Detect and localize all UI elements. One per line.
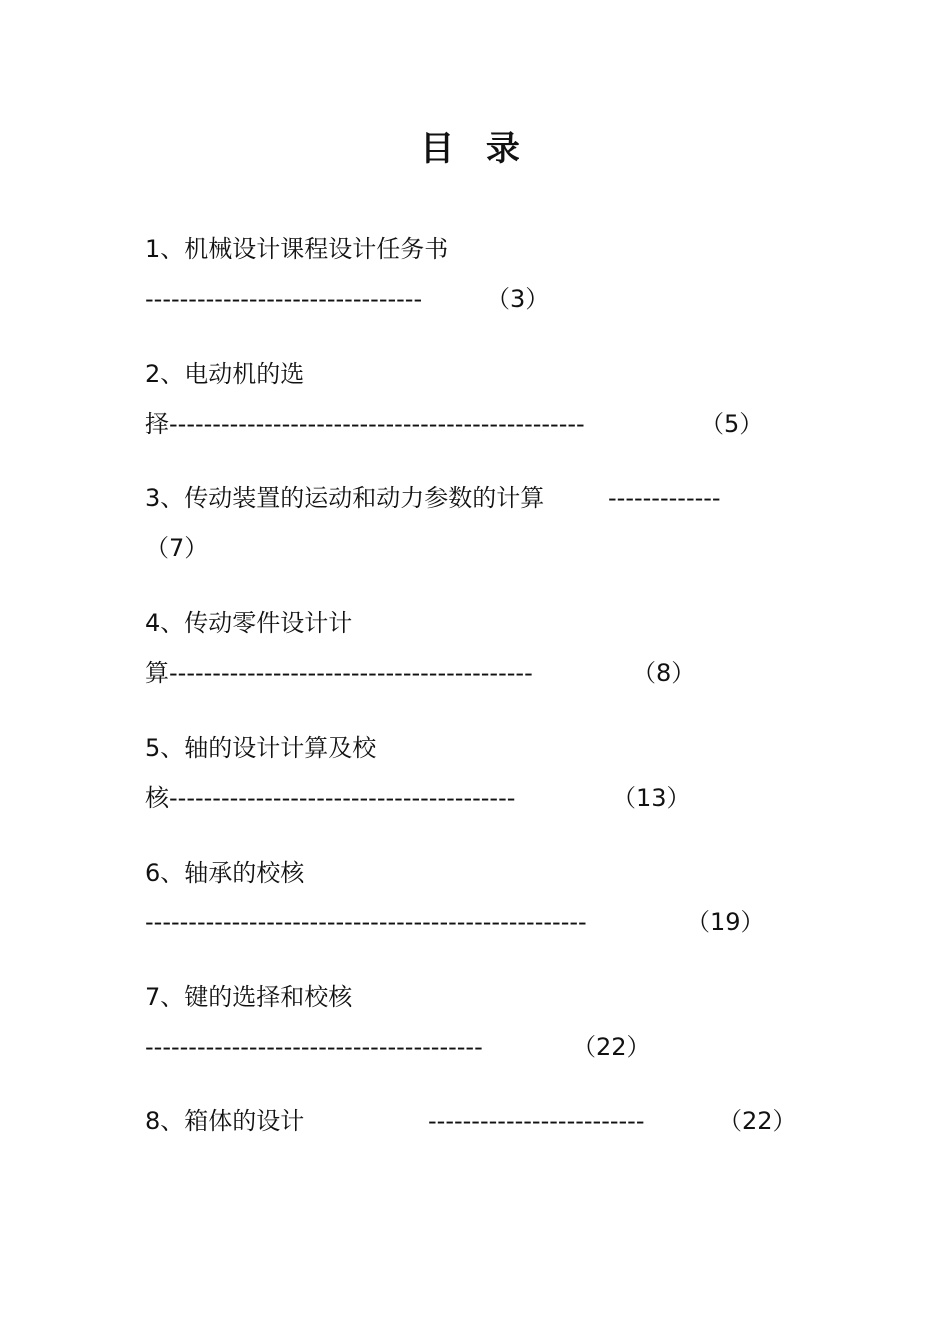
toc-entry-7-leader: --------------------------------------- bbox=[145, 1033, 483, 1061]
toc-entry-2-page: （5） bbox=[700, 410, 764, 438]
toc-entry-2-leader: 择------------------------------------------------ bbox=[145, 410, 585, 438]
toc-entry-1-page: （3） bbox=[486, 285, 550, 313]
toc-entry-6-leader: --------------------------------------------------- bbox=[145, 908, 587, 936]
toc-title: 目 录 bbox=[420, 129, 530, 169]
toc-entry-6-text: 6、轴承的校核 bbox=[145, 859, 305, 887]
toc-entry-5-page: （13） bbox=[612, 784, 691, 812]
toc-entry-8-leader: ------------------------- bbox=[428, 1107, 645, 1135]
toc-entry-5-leader: 核---------------------------------------- bbox=[145, 784, 516, 812]
toc-entry-8-page: （22） bbox=[718, 1107, 797, 1135]
toc-entry-1-leader: -------------------------------- bbox=[145, 285, 423, 313]
toc-entry-2-text: 2、电动机的选 bbox=[145, 360, 305, 388]
toc-entry-4-page: （8） bbox=[632, 659, 696, 687]
toc-entry-1-text: 1、机械设计课程设计任务书 bbox=[145, 235, 449, 263]
toc-entry-6-page: （19） bbox=[686, 908, 765, 936]
toc-entry-8-text: 8、箱体的设计 bbox=[145, 1107, 305, 1135]
toc-entry-4-text: 4、传动零件设计计 bbox=[145, 609, 353, 637]
toc-entry-3-text: 3、传动装置的运动和动力参数的计算 bbox=[145, 484, 545, 512]
toc-entry-7-page: （22） bbox=[572, 1033, 651, 1061]
toc-entry-5-text: 5、轴的设计计算及校 bbox=[145, 734, 377, 762]
toc-entry-3-leader: ------------- bbox=[608, 484, 721, 512]
toc-entry-7-text: 7、键的选择和校核 bbox=[145, 983, 353, 1011]
toc-entry-4-leader: 算------------------------------------------ bbox=[145, 659, 533, 687]
toc-entry-3-page: （7） bbox=[145, 534, 209, 562]
